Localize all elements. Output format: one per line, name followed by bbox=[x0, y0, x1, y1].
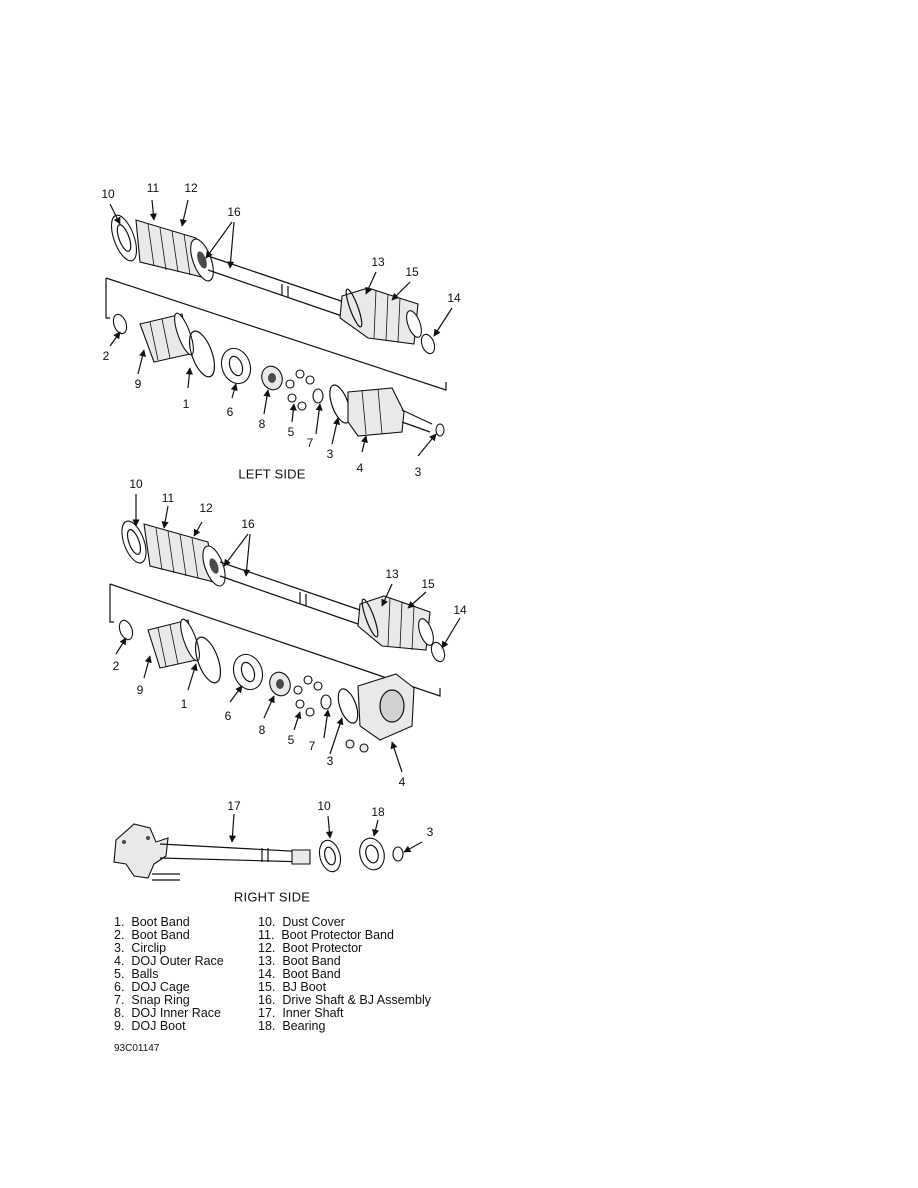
callout-mid-3: 3 bbox=[326, 754, 334, 768]
callout-left-6: 6 bbox=[226, 405, 234, 419]
figure-id: 93C01147 bbox=[114, 1043, 160, 1054]
callout-left-5: 5 bbox=[287, 425, 295, 439]
callout-mid-5: 5 bbox=[287, 733, 295, 747]
callout-mid-7: 7 bbox=[308, 739, 316, 753]
callout-mid-10: 10 bbox=[129, 477, 143, 491]
callout-left-1: 1 bbox=[182, 397, 190, 411]
legend-item: 5. Balls bbox=[114, 967, 159, 981]
legend-item: 4. DOJ Outer Race bbox=[114, 954, 224, 968]
legend-item: 9. DOJ Boot bbox=[114, 1019, 186, 1033]
legend-item: 14. Boot Band bbox=[258, 967, 341, 981]
legend-item: 3. Circlip bbox=[114, 941, 167, 955]
callout-mid-15: 15 bbox=[421, 577, 435, 591]
left-side-assembly bbox=[106, 212, 446, 439]
legend-item: 7. Snap Ring bbox=[114, 993, 190, 1007]
legend-column-2 bbox=[258, 916, 431, 1033]
callout-left-8: 8 bbox=[258, 417, 266, 431]
callout-left-15: 15 bbox=[405, 265, 419, 279]
callout-left-3b: 3 bbox=[414, 465, 422, 479]
callout-mid-13: 13 bbox=[385, 567, 399, 581]
legend-item: 17. Inner Shaft bbox=[258, 1006, 344, 1020]
section-label-right-side: RIGHT SIDE bbox=[233, 889, 311, 905]
section-label-left-side: LEFT SIDE bbox=[238, 466, 306, 482]
callout-mid-12: 12 bbox=[199, 501, 213, 515]
callout-left-14: 14 bbox=[447, 291, 461, 305]
callout-left-11: 11 bbox=[146, 181, 160, 195]
drive-shaft-exploded-diagram bbox=[96, 178, 467, 1054]
callout-bottom-3: 3 bbox=[426, 825, 434, 839]
legend-item: 10. Dust Cover bbox=[258, 915, 345, 929]
legend-item: 13. Boot Band bbox=[258, 954, 341, 968]
legend-column-1 bbox=[114, 916, 224, 1033]
callout-mid-16: 16 bbox=[241, 517, 255, 531]
legend-item: 18. Bearing bbox=[258, 1019, 326, 1033]
legend-item: 2. Boot Band bbox=[114, 928, 190, 942]
callout-bottom-18: 18 bbox=[371, 805, 385, 819]
callout-left-7: 7 bbox=[306, 436, 314, 450]
legend-item: 1. Boot Band bbox=[114, 915, 190, 929]
callout-mid-2: 2 bbox=[112, 659, 120, 673]
legend-item: 12. Boot Protector bbox=[258, 941, 363, 955]
legend-item: 11. Boot Protector Band bbox=[258, 928, 394, 942]
right-side-assembly bbox=[114, 824, 403, 880]
callout-left-13: 13 bbox=[371, 255, 385, 269]
callout-mid-8: 8 bbox=[258, 723, 266, 737]
callout-left-3a: 3 bbox=[326, 447, 334, 461]
callout-left-4: 4 bbox=[356, 461, 364, 475]
callout-left-10: 10 bbox=[101, 187, 115, 201]
leader-arrows bbox=[110, 200, 460, 852]
callout-left-16: 16 bbox=[227, 205, 241, 219]
callout-mid-6: 6 bbox=[224, 709, 232, 723]
callout-mid-11: 11 bbox=[161, 491, 175, 505]
callout-mid-14: 14 bbox=[453, 603, 467, 617]
legend-item: 15. BJ Boot bbox=[258, 980, 327, 994]
callout-mid-9: 9 bbox=[136, 683, 144, 697]
callout-mid-1: 1 bbox=[180, 697, 188, 711]
legend-item: 8. DOJ Inner Race bbox=[114, 1006, 221, 1020]
middle-assembly bbox=[110, 518, 447, 752]
callout-bottom-17: 17 bbox=[227, 799, 241, 813]
callout-bottom-10: 10 bbox=[317, 799, 331, 813]
callout-left-9: 9 bbox=[134, 377, 142, 391]
legend-item: 16. Drive Shaft & BJ Assembly bbox=[258, 993, 431, 1007]
callout-left-2: 2 bbox=[102, 349, 110, 363]
callout-left-12: 12 bbox=[184, 181, 198, 195]
legend-item: 6. DOJ Cage bbox=[114, 980, 190, 994]
callout-mid-4: 4 bbox=[398, 775, 406, 789]
